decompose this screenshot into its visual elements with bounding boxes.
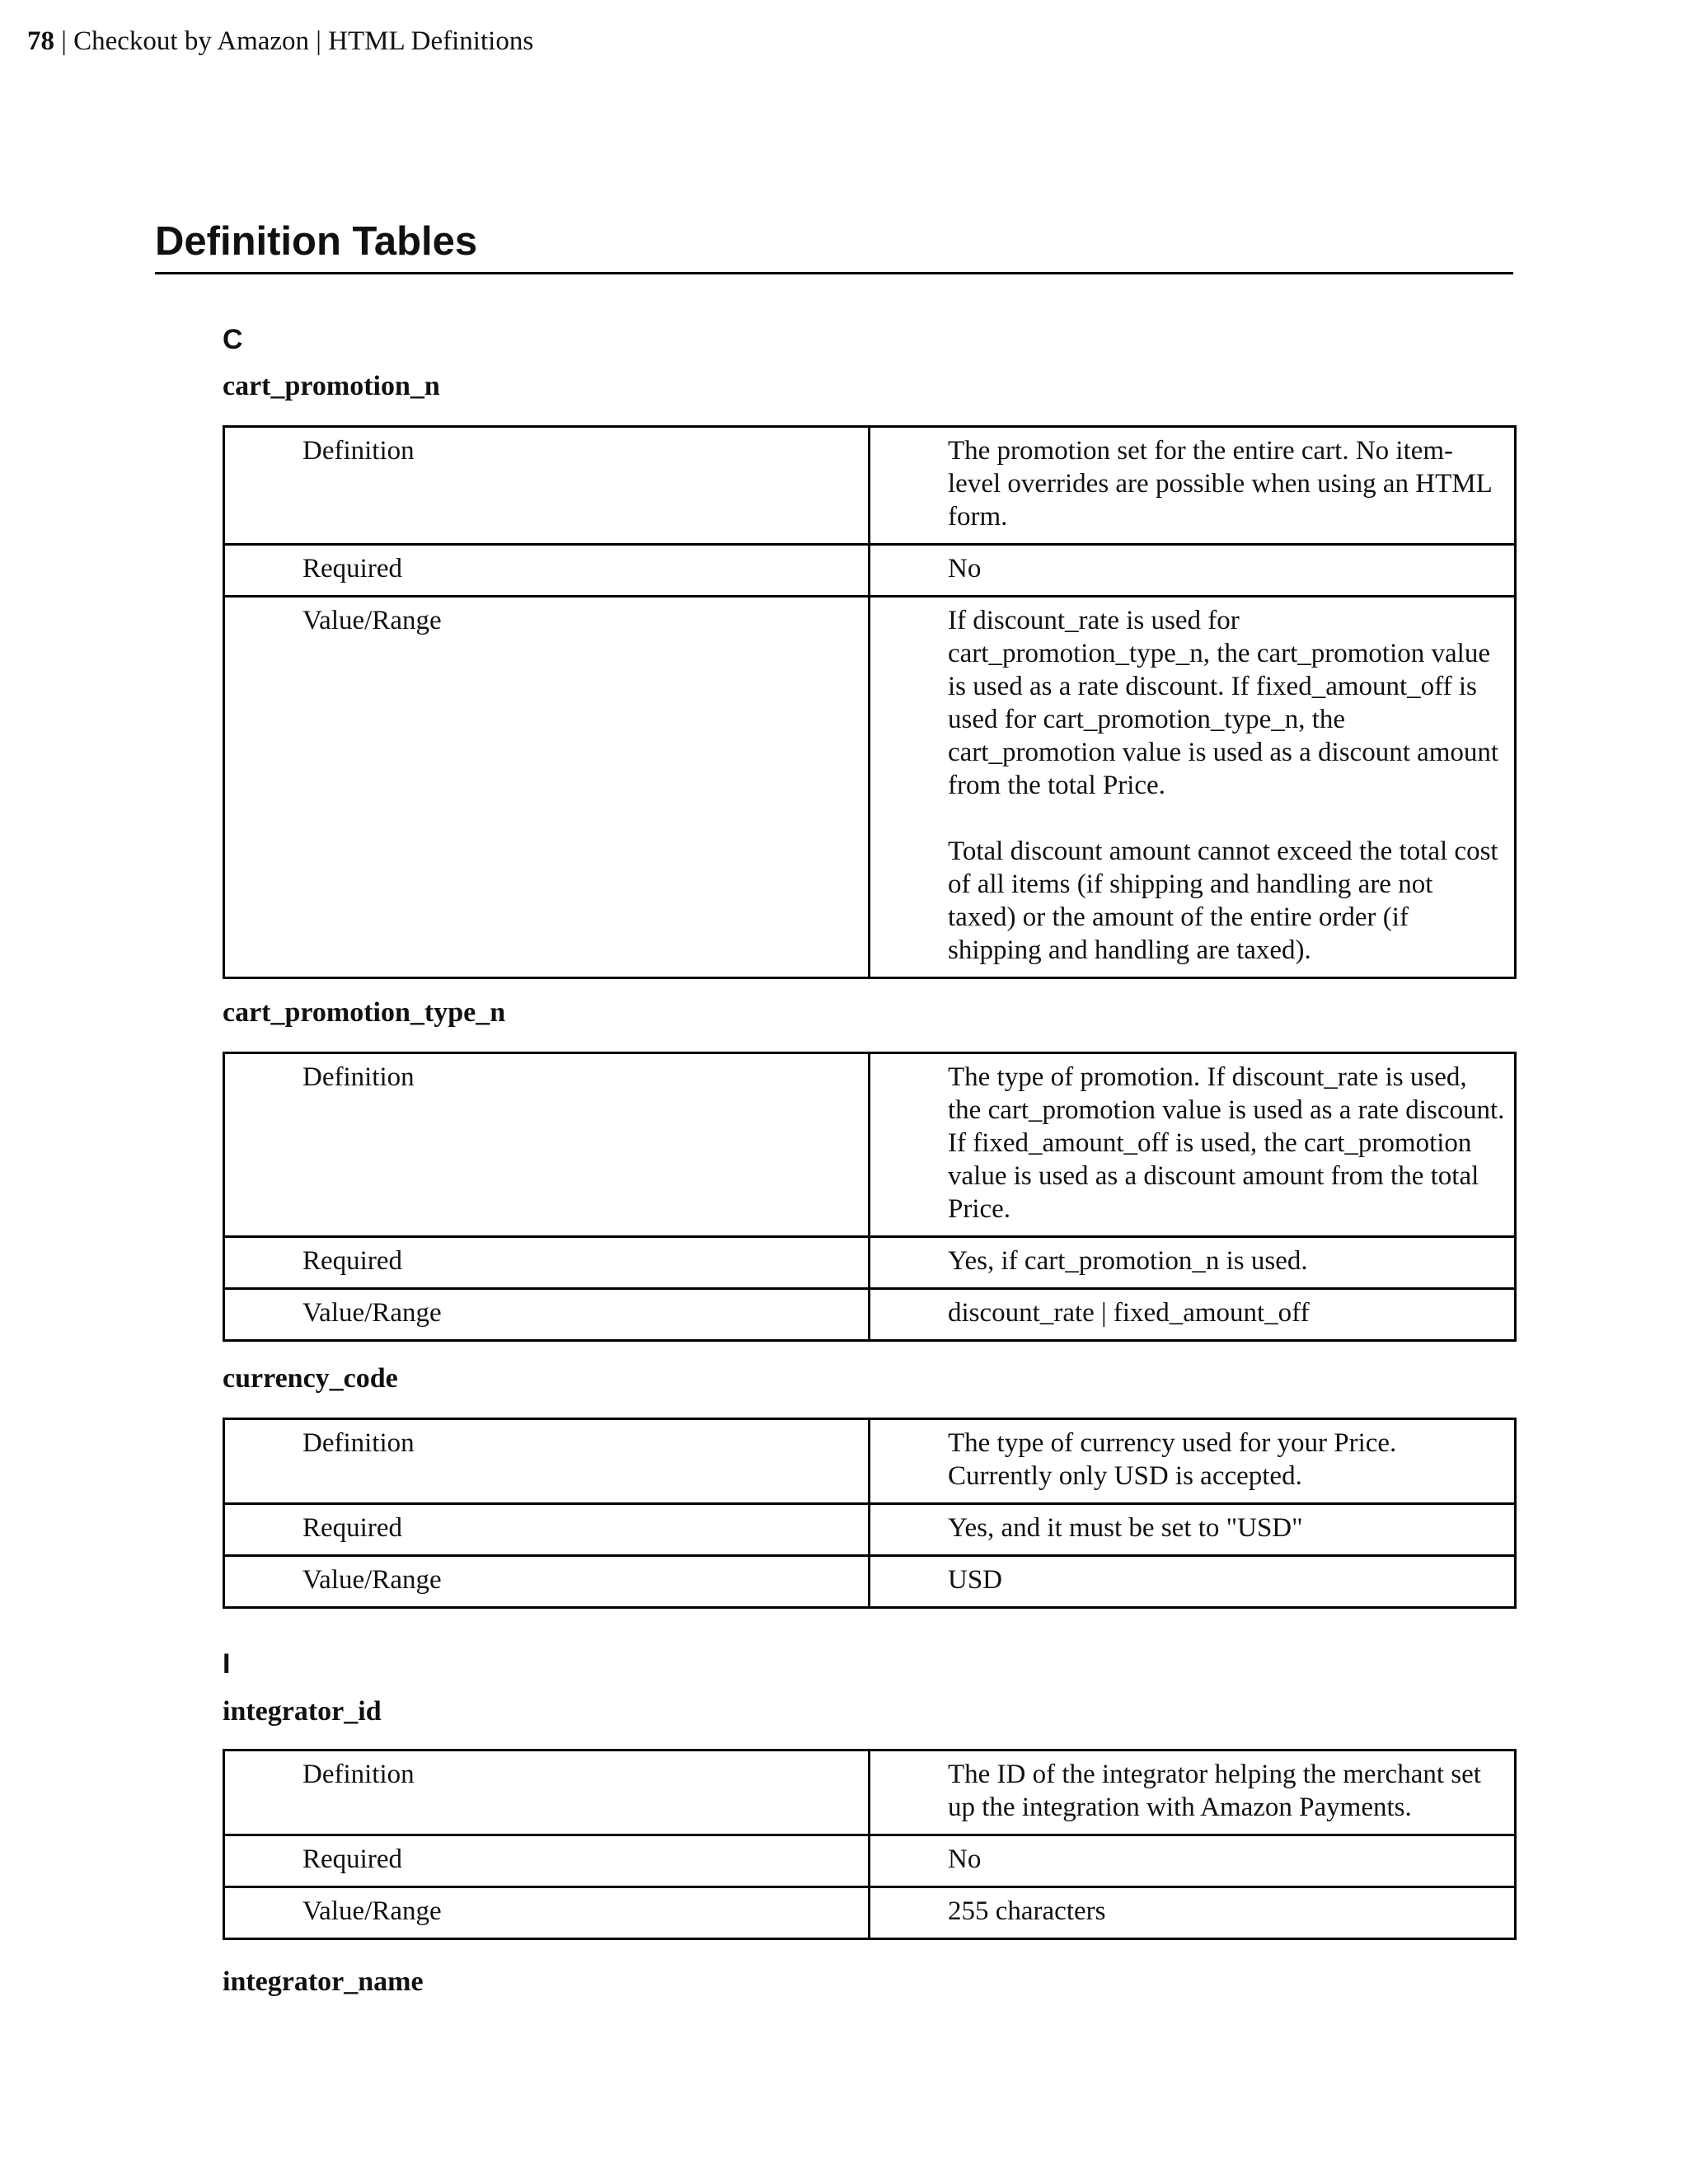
row-label: Required (224, 1504, 870, 1556)
value-paragraph: Yes, if cart_promotion_n is used. (948, 1246, 1308, 1276)
row-label: Value/Range (224, 597, 870, 978)
row-value (870, 1887, 1516, 1939)
definition-table-cart-promotion-type-n (223, 1052, 1517, 1342)
value-paragraph: The promotion set for the entire cart. No item-level overrides are possible when using an HTML form. (948, 436, 1492, 532)
value-paragraph: The type of promotion. If discount_rate is used, the cart_promotion value is used as a rate discount. If fixed_amount_off is used, the cart_promotion value is used as a discount amount from the total Price. (948, 1062, 1505, 1224)
value-paragraph: Total discount amount cannot exceed the total cost of all items (if shipping and handling are not taxed) or the amount of the entire order (if shipping and handling are taxed). (948, 837, 1498, 965)
table-row (224, 427, 1516, 545)
row-value (870, 1237, 1516, 1289)
table-row (224, 1419, 1516, 1504)
running-header (27, 23, 533, 59)
row-label: Definition (224, 1053, 870, 1237)
value-paragraph: 255 characters (948, 1896, 1106, 1926)
row-value (870, 1419, 1516, 1504)
row-label: Definition (224, 427, 870, 545)
table-row (224, 1556, 1516, 1608)
table-row (224, 545, 1516, 597)
value-paragraph: If discount_rate is used for cart_promotion_type_n, the cart_promotion value is used as a rate discount. If fixed_amount_off is used for cart_promotion_type_n, the cart_promotion value is used as a discount amount from the total Price. (948, 606, 1499, 800)
page-number: 78 (27, 26, 54, 56)
row-label: Value/Range (224, 1887, 870, 1939)
value-paragraph: No (948, 554, 982, 583)
row-label: Definition (224, 1750, 870, 1835)
row-label: Required (224, 545, 870, 597)
row-label: Definition (224, 1419, 870, 1504)
definition-table-currency-code (223, 1418, 1517, 1609)
value-paragraph: No (948, 1844, 982, 1874)
value-paragraph: discount_rate | fixed_amount_off (948, 1298, 1310, 1328)
row-value (870, 1504, 1516, 1556)
term-name-cart-promotion-type-n: cart_promotion_type_n (223, 997, 506, 1028)
table-row (224, 1887, 1516, 1939)
definition-table-cart-promotion-n (223, 425, 1517, 979)
row-value (870, 1053, 1516, 1237)
row-value (870, 1750, 1516, 1835)
table-row (224, 1835, 1516, 1887)
value-paragraph: Yes, and it must be set to "USD" (948, 1513, 1303, 1543)
row-value (870, 427, 1516, 545)
table-row (224, 1237, 1516, 1289)
page-title: Definition Tables (155, 216, 1513, 274)
value-paragraph: The type of currency used for your Price. Currently only USD is accepted. (948, 1428, 1397, 1491)
row-label: Required (224, 1237, 870, 1289)
definition-table-integrator-id (223, 1749, 1517, 1940)
row-value (870, 545, 1516, 597)
row-label: Value/Range (224, 1289, 870, 1341)
term-name-integrator-id: integrator_id (223, 1696, 382, 1727)
value-paragraph: USD (948, 1565, 1003, 1595)
row-label: Value/Range (224, 1556, 870, 1608)
row-value (870, 1835, 1516, 1887)
running-title: | Checkout by Amazon | HTML Definitions (54, 26, 534, 56)
term-name-cart-promotion-n: cart_promotion_n (223, 371, 440, 401)
section-letter-i: I (223, 1648, 231, 1680)
row-value (870, 1556, 1516, 1608)
table-row (224, 597, 1516, 978)
table-row (224, 1504, 1516, 1556)
value-paragraph: The ID of the integrator helping the merchant set up the integration with Amazon Payments. (948, 1760, 1481, 1822)
term-name-currency-code: currency_code (223, 1363, 398, 1394)
section-letter-c: C (223, 324, 243, 355)
row-label: Required (224, 1835, 870, 1887)
row-value (870, 597, 1516, 978)
row-value (870, 1289, 1516, 1341)
table-row (224, 1750, 1516, 1835)
table-row (224, 1053, 1516, 1237)
table-row (224, 1289, 1516, 1341)
term-name-integrator-name: integrator_name (223, 1966, 424, 1997)
